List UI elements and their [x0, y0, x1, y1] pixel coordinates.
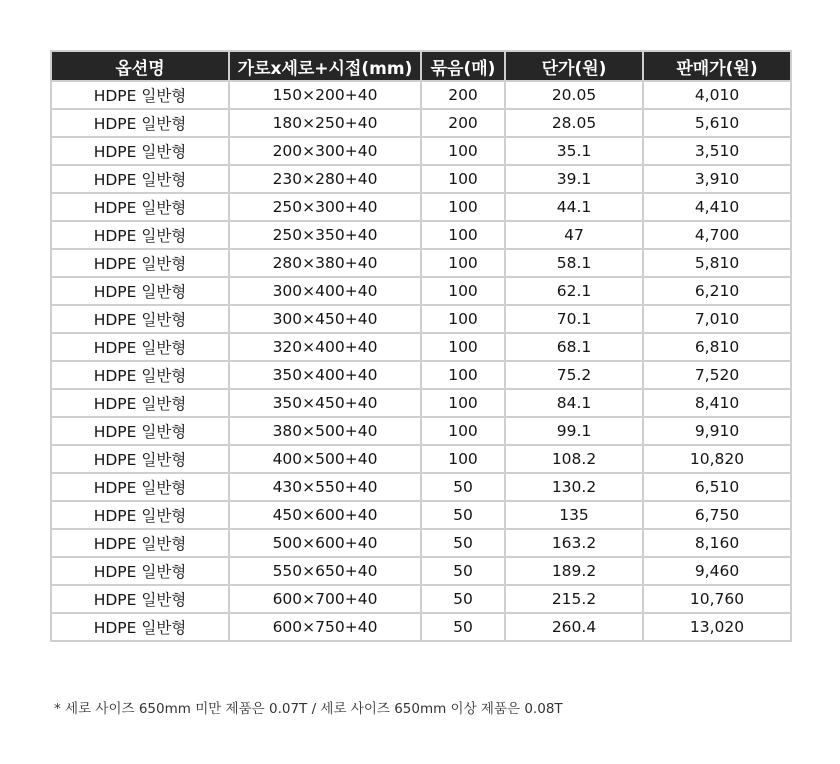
table-row	[51, 445, 791, 473]
cell-bundle-qty: 100	[421, 389, 505, 417]
cell-bundle-qty: 50	[421, 613, 505, 641]
cell-sale-price: 5,610	[643, 109, 791, 137]
cell-bundle-qty: 200	[421, 81, 505, 109]
cell-size: 230×280+40	[229, 165, 421, 193]
cell-bundle-qty: 100	[421, 277, 505, 305]
cell-bundle-qty: 100	[421, 137, 505, 165]
cell-sale-price: 6,750	[643, 501, 791, 529]
table-row	[51, 137, 791, 165]
table-row	[51, 193, 791, 221]
header-option-name: 옵션명	[51, 51, 229, 81]
cell-bundle-qty: 100	[421, 333, 505, 361]
cell-unit-price: 35.1	[505, 137, 643, 165]
cell-option-name: HDPE 일반형	[51, 613, 229, 641]
cell-sale-price: 10,820	[643, 445, 791, 473]
table-row	[51, 109, 791, 137]
cell-sale-price: 9,910	[643, 417, 791, 445]
table-row	[51, 305, 791, 333]
cell-sale-price: 8,410	[643, 389, 791, 417]
cell-sale-price: 8,160	[643, 529, 791, 557]
cell-size: 300×450+40	[229, 305, 421, 333]
cell-sale-price: 4,700	[643, 221, 791, 249]
cell-bundle-qty: 50	[421, 473, 505, 501]
cell-bundle-qty: 100	[421, 193, 505, 221]
cell-unit-price: 163.2	[505, 529, 643, 557]
price-table	[50, 50, 792, 642]
header-sale-price: 판매가(원)	[643, 51, 791, 81]
cell-option-name: HDPE 일반형	[51, 109, 229, 137]
cell-size: 250×350+40	[229, 221, 421, 249]
table-row	[51, 557, 791, 585]
cell-option-name: HDPE 일반형	[51, 389, 229, 417]
table-row	[51, 165, 791, 193]
cell-sale-price: 4,010	[643, 81, 791, 109]
cell-bundle-qty: 100	[421, 445, 505, 473]
cell-size: 300×400+40	[229, 277, 421, 305]
cell-unit-price: 84.1	[505, 389, 643, 417]
cell-unit-price: 44.1	[505, 193, 643, 221]
cell-option-name: HDPE 일반형	[51, 501, 229, 529]
cell-option-name: HDPE 일반형	[51, 305, 229, 333]
cell-size: 600×700+40	[229, 585, 421, 613]
cell-sale-price: 7,010	[643, 305, 791, 333]
cell-size: 200×300+40	[229, 137, 421, 165]
cell-sale-price: 7,520	[643, 361, 791, 389]
cell-size: 550×650+40	[229, 557, 421, 585]
cell-bundle-qty: 200	[421, 109, 505, 137]
cell-unit-price: 62.1	[505, 277, 643, 305]
table-row	[51, 249, 791, 277]
cell-bundle-qty: 100	[421, 165, 505, 193]
cell-size: 450×600+40	[229, 501, 421, 529]
table-row	[51, 277, 791, 305]
table-row	[51, 473, 791, 501]
cell-unit-price: 58.1	[505, 249, 643, 277]
cell-size: 280×380+40	[229, 249, 421, 277]
cell-size: 150×200+40	[229, 81, 421, 109]
cell-unit-price: 39.1	[505, 165, 643, 193]
cell-bundle-qty: 50	[421, 501, 505, 529]
table-row	[51, 585, 791, 613]
cell-sale-price: 6,810	[643, 333, 791, 361]
cell-option-name: HDPE 일반형	[51, 333, 229, 361]
price-table-container	[50, 50, 790, 642]
header-unit-price: 단가(원)	[505, 51, 643, 81]
cell-sale-price: 3,510	[643, 137, 791, 165]
cell-unit-price: 20.05	[505, 81, 643, 109]
cell-size: 380×500+40	[229, 417, 421, 445]
cell-sale-price: 5,810	[643, 249, 791, 277]
cell-bundle-qty: 100	[421, 417, 505, 445]
cell-bundle-qty: 50	[421, 529, 505, 557]
cell-sale-price: 10,760	[643, 585, 791, 613]
cell-bundle-qty: 100	[421, 361, 505, 389]
cell-sale-price: 9,460	[643, 557, 791, 585]
cell-option-name: HDPE 일반형	[51, 361, 229, 389]
cell-option-name: HDPE 일반형	[51, 249, 229, 277]
cell-unit-price: 75.2	[505, 361, 643, 389]
header-size: 가로x세로+시접(mm)	[229, 51, 421, 81]
cell-unit-price: 70.1	[505, 305, 643, 333]
cell-size: 250×300+40	[229, 193, 421, 221]
cell-size: 430×550+40	[229, 473, 421, 501]
cell-bundle-qty: 50	[421, 557, 505, 585]
cell-unit-price: 260.4	[505, 613, 643, 641]
cell-option-name: HDPE 일반형	[51, 445, 229, 473]
cell-option-name: HDPE 일반형	[51, 137, 229, 165]
footnote: * 세로 사이즈 650mm 미만 제품은 0.07T / 세로 사이즈 650mm 이상 제품은 0.08T	[54, 701, 563, 717]
table-body	[51, 81, 791, 641]
table-row	[51, 417, 791, 445]
cell-size: 600×750+40	[229, 613, 421, 641]
table-row	[51, 221, 791, 249]
cell-unit-price: 130.2	[505, 473, 643, 501]
cell-option-name: HDPE 일반형	[51, 165, 229, 193]
cell-bundle-qty: 100	[421, 305, 505, 333]
cell-unit-price: 28.05	[505, 109, 643, 137]
table-row	[51, 501, 791, 529]
cell-unit-price: 47	[505, 221, 643, 249]
cell-option-name: HDPE 일반형	[51, 557, 229, 585]
cell-unit-price: 99.1	[505, 417, 643, 445]
cell-unit-price: 215.2	[505, 585, 643, 613]
table-header-row	[51, 51, 791, 81]
header-bundle-qty: 묶음(매)	[421, 51, 505, 81]
cell-sale-price: 3,910	[643, 165, 791, 193]
cell-option-name: HDPE 일반형	[51, 473, 229, 501]
table-row	[51, 361, 791, 389]
table-row	[51, 529, 791, 557]
cell-size: 500×600+40	[229, 529, 421, 557]
cell-option-name: HDPE 일반형	[51, 221, 229, 249]
cell-size: 180×250+40	[229, 109, 421, 137]
cell-sale-price: 6,510	[643, 473, 791, 501]
table-row	[51, 389, 791, 417]
cell-sale-price: 6,210	[643, 277, 791, 305]
cell-bundle-qty: 100	[421, 249, 505, 277]
cell-option-name: HDPE 일반형	[51, 417, 229, 445]
table-row	[51, 81, 791, 109]
table-row	[51, 613, 791, 641]
cell-option-name: HDPE 일반형	[51, 81, 229, 109]
cell-option-name: HDPE 일반형	[51, 529, 229, 557]
table-row	[51, 333, 791, 361]
cell-sale-price: 4,410	[643, 193, 791, 221]
cell-bundle-qty: 50	[421, 585, 505, 613]
cell-unit-price: 135	[505, 501, 643, 529]
cell-size: 350×400+40	[229, 361, 421, 389]
cell-option-name: HDPE 일반형	[51, 193, 229, 221]
cell-size: 320×400+40	[229, 333, 421, 361]
cell-unit-price: 68.1	[505, 333, 643, 361]
cell-size: 400×500+40	[229, 445, 421, 473]
cell-bundle-qty: 100	[421, 221, 505, 249]
cell-unit-price: 108.2	[505, 445, 643, 473]
cell-option-name: HDPE 일반형	[51, 277, 229, 305]
cell-option-name: HDPE 일반형	[51, 585, 229, 613]
cell-sale-price: 13,020	[643, 613, 791, 641]
cell-size: 350×450+40	[229, 389, 421, 417]
cell-unit-price: 189.2	[505, 557, 643, 585]
